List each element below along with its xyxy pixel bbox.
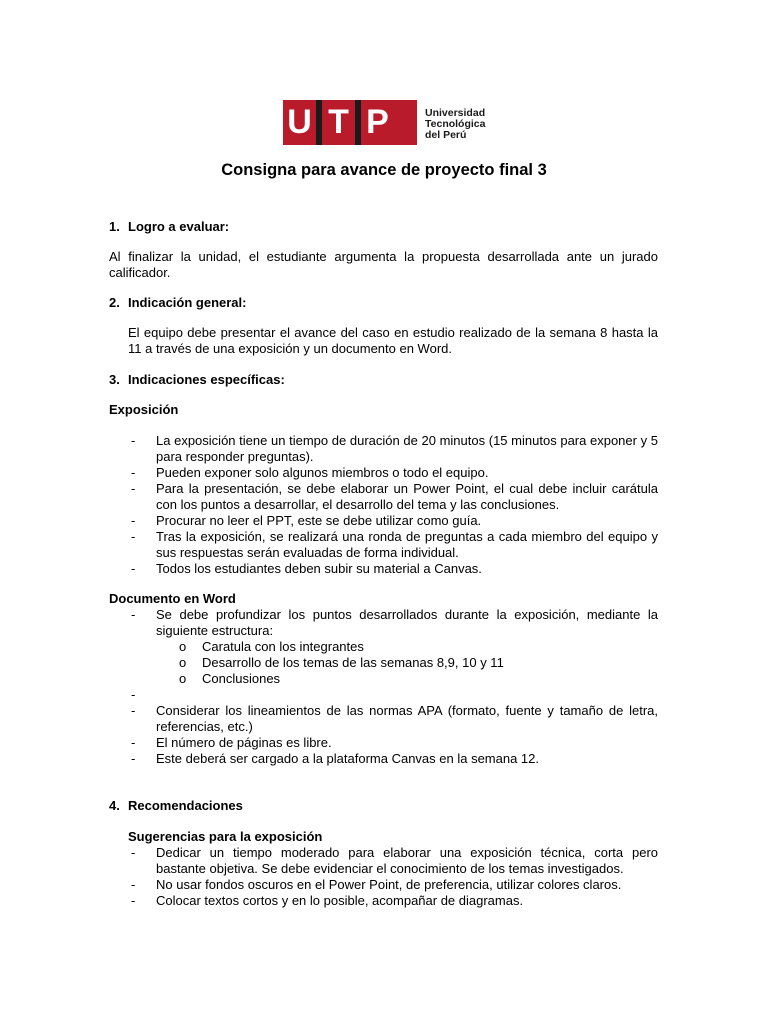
list-item-empty [109, 687, 658, 703]
logo-letter-u: U [287, 103, 312, 141]
sugerencias-list [109, 845, 658, 909]
sugerencias-heading: Sugerencias para la exposición [128, 829, 323, 844]
section-2-text: El equipo debe presentar el avance del caso en estudio realizado de la semana 8 hasta la 11 a través de una exposición y un documento en Word. [128, 325, 658, 356]
sublist-item: o Caratula con los integrantes [156, 639, 658, 655]
structure-sublist [156, 639, 658, 687]
logo-letter-p: P [366, 103, 389, 141]
list-item: - Colocar textos cortos y en lo posible, acompañar de diagramas. [109, 893, 658, 909]
section-2-heading: 2. Indicación general: [109, 295, 247, 310]
list-item: - Procurar no leer el PPT, este se debe utilizar como guía. [109, 513, 658, 529]
list-item: - La exposición tiene un tiempo de duración de 20 minutos (15 minutos para exponer y 5 para responder preguntas). [109, 433, 658, 465]
list-item: - Pueden exponer solo algunos miembros o todo el equipo. [109, 465, 658, 481]
list-item: - Considerar los lineamientos de las normas APA (formato, fuente y tamaño de letra, referencias, etc.) [109, 703, 658, 735]
list-item: - Se debe profundizar los puntos desarrollados durante la exposición, mediante la siguiente estructura: o Caratula con los integrantes o Desarrollo de los temas de las semanas 8,9, 10 y 11 o Conclusiones [109, 607, 658, 687]
sublist-item: o Desarrollo de los temas de las semanas 8,9, 10 y 11 [156, 655, 658, 671]
exposicion-list [109, 433, 658, 577]
list-item: - Tras la exposición, se realizará una ronda de preguntas a cada miembro del equipo y sus respuestas serán evaluadas de forma individual. [109, 529, 658, 561]
documento-list [109, 607, 658, 767]
sublist-item: o Conclusiones [156, 671, 658, 687]
logo-mark [283, 100, 417, 145]
utp-logo [283, 100, 485, 145]
list-item: - No usar fondos oscuros en el Power Point, de preferencia, utilizar colores claros. [109, 877, 658, 893]
list-item: - Todos los estudiantes deben subir su material a Canvas. [109, 561, 658, 577]
list-item: - Dedicar un tiempo moderado para elaborar una exposición técnica, corta pero bastante objetiva. Se debe evidenciar el conocimiento de los temas investigados. [109, 845, 658, 877]
exposicion-heading: Exposición [109, 402, 179, 417]
list-item: - Para la presentación, se debe elaborar un Power Point, el cual debe incluir carátula con los puntos a desarrollar, el desarrollo del tema y las conclusiones. [109, 481, 658, 513]
section-3-heading: 3. Indicaciones específicas: [109, 372, 285, 387]
section-4-heading: 4. Recomendaciones [109, 798, 243, 813]
list-item: - El número de páginas es libre. [109, 735, 658, 751]
logo-wordmark: Universidad Tecnológica del Perú [425, 107, 486, 141]
section-1-heading: 1. Logro a evaluar: [109, 219, 230, 234]
document-title: Consigna para avance de proyecto final 3 [221, 161, 547, 179]
list-item: - Este deberá ser cargado a la plataforma Canvas en la semana 12. [109, 751, 658, 767]
logo-letter-t: T [328, 103, 349, 141]
section-1-text: Al finalizar la unidad, el estudiante argumenta la propuesta desarrollada ante un jurado calificador. [109, 249, 658, 280]
documento-heading: Documento en Word [109, 591, 236, 606]
